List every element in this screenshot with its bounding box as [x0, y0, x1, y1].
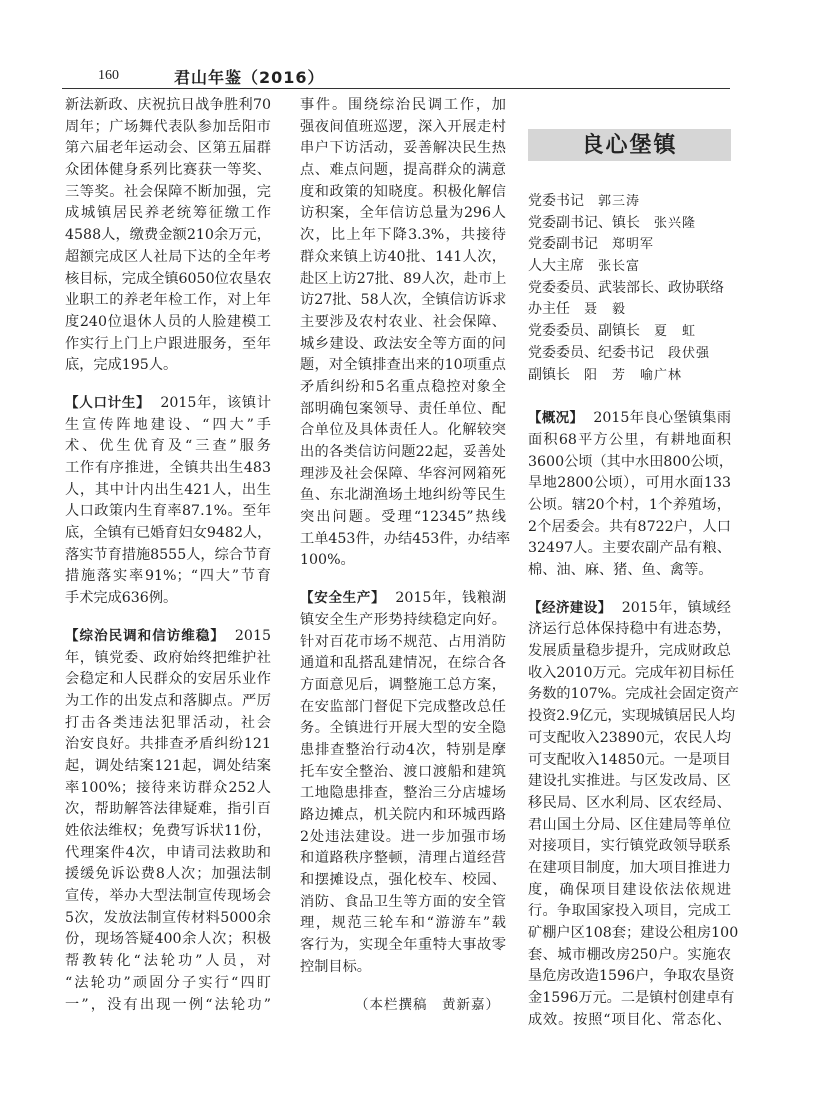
paragraph [528, 598, 739, 1032]
leader-name: 张兴隆 [654, 215, 697, 231]
line-text: 份，现场答疑400余人次；积极 [65, 931, 271, 948]
text-line [528, 619, 731, 641]
text-line [65, 588, 271, 610]
line-text: 第六届老年运动会、区第五届群 [65, 140, 271, 157]
line-text: 会稳定和人民群众的安居乐业作 [65, 671, 271, 688]
line-text: 行。争取国家投入项目，完成工 [528, 903, 731, 920]
text-line [300, 464, 506, 486]
text-line [300, 507, 506, 529]
text-line [528, 430, 731, 452]
column-3 [528, 95, 739, 1047]
text-line [528, 663, 735, 685]
leader-name: 张长富 [598, 259, 641, 275]
leader-role: 党委委员、纪委书记 [528, 344, 654, 361]
text-line [65, 436, 271, 458]
line-text: 群众来镇上访40批、141人次， [300, 248, 506, 265]
text-line [65, 458, 271, 480]
text-line [300, 913, 506, 935]
text-line [65, 799, 271, 821]
line-text: 打击各类违法犯罪活动，社会 [65, 714, 271, 731]
text-line [65, 355, 271, 377]
text-line [528, 538, 731, 560]
leader-entry [528, 256, 731, 278]
leader-entry [528, 299, 731, 321]
text-line [65, 290, 271, 312]
text-line [300, 182, 506, 204]
section-title: 良心堡镇 [528, 129, 731, 161]
text-line [300, 783, 506, 805]
section-heading: 【安全生产】 [300, 590, 386, 607]
leader-name: 郑明军 [612, 237, 655, 253]
line-text: 措施落实率91%；“四大”节育 [65, 568, 271, 585]
line-text: 核目标，完成全镇6050位农垦农 [65, 270, 272, 287]
author-credit: （本栏撰稿 黄新嘉） [355, 996, 500, 1013]
line-text: 务数的107%。完成社会固定资产 [528, 686, 739, 703]
line-text: 在安监部门督促下完成整改总任 [300, 698, 506, 715]
leader-name: 段伏强 [668, 345, 711, 361]
line-text: 落实节育措施8555人，综合节育 [65, 546, 272, 563]
text-line [528, 641, 731, 663]
line-text: 理涉及社会保障、华容河网箱死 [300, 465, 506, 482]
text-line [65, 117, 271, 139]
paragraph [300, 95, 511, 572]
text-line [528, 901, 731, 923]
line-text: 旱地2800公顷），可用水面133 [528, 475, 731, 492]
leader-entry [528, 213, 731, 235]
text-line [65, 995, 271, 1017]
text-line [300, 485, 506, 507]
line-text: 2处违法建设。进一步加强市场 [300, 828, 506, 845]
text-line [300, 805, 506, 827]
leadership-list [528, 191, 731, 408]
text-line [528, 880, 731, 902]
line-text: 度240位退休人员的人脸建模工 [65, 313, 271, 330]
text-line [300, 138, 506, 160]
text-line [300, 588, 506, 610]
line-text: 在建项目制度，加大项目推进力 [528, 859, 731, 876]
text-line [65, 312, 271, 334]
leader-role: 党委副书记、镇长 [528, 214, 640, 231]
text-line [528, 706, 736, 728]
running-header [62, 62, 730, 89]
text-line [300, 610, 506, 632]
line-text: 次，帮助解答法律疑难，指引百 [65, 801, 271, 818]
line-text: 题，对全镇排查出来的10项重点 [300, 357, 506, 374]
text-line [65, 929, 271, 951]
line-text: 度和政策的知晓度。积极化解信 [300, 183, 506, 200]
line-text: 和摆摊设点，强化校车、校园、 [300, 872, 506, 889]
line-text: 矿棚户区108套；建设公租房100 [528, 925, 739, 941]
text-line [528, 750, 731, 772]
line-text: 4588人，缴费金额210余万元， [65, 227, 271, 244]
line-text: 托车安全整治、渡口渡船和建筑 [300, 763, 506, 780]
line-text: 5次，发放法制宣传材料5000余 [65, 909, 271, 926]
leader-role: 党委书记 [528, 193, 584, 209]
text-line [300, 529, 511, 551]
text-line [65, 247, 271, 269]
leader-role: 党委副书记 [528, 236, 598, 253]
text-line [528, 988, 735, 1010]
line-text: 姓依法维权；免费写诉状11份， [65, 823, 271, 839]
line-text: 公顷。辖20个村，1个养殖场， [528, 496, 731, 513]
leader-name: 聂 毅 [584, 302, 627, 318]
line-text: 对接项目，实行镇党政领导联系 [528, 838, 731, 855]
line-text: 帮教转化“法轮功”人员，对 [65, 953, 271, 970]
line-text: 事件。围绕综治民调工作，加 [300, 97, 506, 113]
text-line [528, 408, 731, 430]
text-line [65, 713, 271, 735]
text-line [300, 203, 506, 225]
line-text: 部明确包案领导、责任单位、配 [300, 400, 506, 417]
line-text: 业职工的养老年检工作，对上年 [65, 292, 271, 309]
line-text: 工单453件，办结453件，办结率 [300, 530, 511, 547]
text-line [300, 420, 506, 442]
line-text: 年，镇党委、政府始终把维护社 [65, 649, 271, 666]
text-line [65, 734, 271, 756]
text-line [528, 598, 731, 620]
line-text: 生宣传阵地建设、“四大”手 [65, 416, 271, 433]
line-text: 作实行上门上户跟进服务，至年 [65, 335, 271, 352]
text-line [65, 203, 271, 225]
line-text: 底，完成195人。 [65, 357, 178, 374]
line-text: 鱼、东北湖渔场土地纠纷等民生 [300, 487, 506, 504]
line-text: 众团体健身系列比赛获一等奖、 [65, 162, 271, 179]
text-line [528, 495, 731, 517]
line-text: 次，比上年下降3.3%，共接待 [300, 227, 506, 244]
text-line [300, 740, 506, 762]
leader-entry [528, 278, 731, 300]
text-line [528, 815, 731, 837]
line-text: 工作有序推进，全镇共出生483 [65, 460, 271, 476]
paragraph [300, 588, 506, 978]
line-text: 面积68平方公里，有耕地面积 [528, 431, 731, 448]
text-line [300, 117, 506, 139]
line-text: 投资2.9亿元，实现城镇居民人均 [528, 708, 736, 725]
leader-entry [528, 234, 731, 256]
line-text: 患排查整治行动4次，特别是摩 [300, 741, 506, 758]
line-text: 针对百花市场不规范、占用消防 [300, 633, 506, 650]
line-text: 率100%；接待来访群众252人 [65, 779, 271, 796]
text-line [300, 290, 506, 312]
line-text: 棉、油、麻、猪、鱼、禽等。 [528, 562, 713, 578]
text-line [65, 415, 271, 437]
line-text: 度，确保项目建设依法依规进 [528, 881, 731, 898]
line-text: 一”，没有出现一例“法轮功” [65, 996, 271, 1013]
text-line [65, 821, 271, 843]
text-line [528, 728, 731, 750]
section-heading: 【综治民调和信访维稳】 [65, 627, 225, 644]
line-text: 三等奖。社会保障不断加强，完 [65, 183, 271, 200]
paragraph [65, 393, 271, 610]
text-line [528, 793, 731, 815]
text-line [65, 523, 271, 545]
text-line [528, 923, 739, 945]
line-text: 务。全镇进行开展大型的安全隐 [300, 720, 506, 737]
paragraph [528, 408, 734, 582]
text-line [65, 334, 271, 356]
page-number: 160 [98, 68, 119, 83]
text-line [65, 95, 271, 117]
section-heading: 【人口计生】 [65, 394, 151, 411]
line-text: 套、城市棚改房250户。实施农 [528, 946, 731, 963]
paragraph [65, 95, 271, 377]
text-line [300, 697, 506, 719]
text-line [300, 870, 506, 892]
line-text: 援缓免诉讼费8人次；加强法制 [65, 866, 271, 883]
text-line [528, 517, 731, 539]
line-text: 点、难点问题，提高群众的满意 [300, 162, 506, 179]
section-heading: 【概况】 [528, 410, 584, 427]
line-text: 建设扎实推进。与区发改局、区 [528, 773, 731, 790]
line-text: 术、优生优育及“三查”服务 [65, 438, 271, 455]
text-line [300, 957, 506, 979]
text-line [300, 334, 506, 356]
text-line [300, 892, 506, 914]
text-line [528, 771, 731, 793]
text-line [65, 864, 271, 886]
line-text: 通道和乱搭乱建情况，在综合各 [300, 655, 506, 672]
text-line [300, 377, 506, 399]
leader-entry [528, 365, 731, 387]
line-text: 可支配收入23890元，农民人均 [528, 729, 731, 746]
line-text: 2015年，该镇计 [160, 394, 272, 411]
line-text: 2015年，钱粮湖 [395, 590, 507, 607]
line-text: 发展质量稳步提升，完成财政总 [528, 643, 731, 660]
text-line [528, 560, 731, 582]
paragraph [65, 626, 271, 1016]
text-line [65, 160, 271, 182]
text-line [300, 935, 506, 957]
text-line [300, 225, 506, 247]
line-text: 治安良好。共排查矛盾纠纷121 [65, 736, 271, 753]
leader-role: 党委委员、副镇长 [528, 323, 640, 340]
text-line [65, 269, 271, 291]
line-text: 成城镇居民养老统筹征缴工作 [65, 205, 271, 222]
line-text: 合单位及具体责任人。化解较突 [300, 422, 506, 439]
line-text: 访27批、58人次，全镇信访诉求 [300, 292, 507, 309]
text-line [300, 95, 506, 117]
line-text: 为工作的出发点和落脚点。严厉 [65, 692, 271, 709]
line-text: 人口政策内生育率87.1%。至年 [65, 503, 271, 520]
text-line [65, 501, 271, 523]
text-line [528, 452, 734, 474]
text-line [65, 691, 271, 713]
line-text: 宣传，举办大型法制宣传现场会 [65, 888, 271, 905]
line-text: 人，其中计内出生421人，出生 [65, 481, 271, 498]
line-text: 和道路秩序整顿，清理占道经营 [300, 850, 506, 867]
line-text: 理，规范三轮车和“游游车”载 [300, 915, 506, 932]
leader-entry [528, 343, 731, 365]
text-line [528, 1010, 731, 1032]
line-text: 代理案件4次，申请司法救助和 [65, 844, 271, 861]
text-line [300, 848, 506, 870]
column-1 [65, 95, 271, 1032]
line-text: 2个居委会。共有8722户，人口 [528, 518, 731, 535]
line-text: 收入2010万元。完成年初目标任 [528, 664, 735, 681]
line-text: 镇安全生产形势持续稳定向好。 [300, 611, 506, 628]
line-text: 2015年，镇域经 [621, 599, 731, 616]
text-line [528, 858, 731, 880]
leader-name: 阳 芳 喻广林 [584, 367, 683, 383]
line-text: 消防、食品卫生等方面的安全管 [300, 893, 506, 910]
leader-role: 人大主席 [528, 258, 584, 275]
text-line [65, 566, 271, 588]
line-text: 赴区上访27批、89人次，赴市上 [300, 270, 507, 287]
text-line [65, 545, 271, 567]
leader-role: 办主任 [528, 301, 570, 318]
line-text: 矛盾纠纷和5名重点稳控对象全 [300, 378, 506, 395]
text-line [300, 269, 506, 291]
text-line [300, 675, 506, 697]
text-line [300, 653, 506, 675]
line-text: 2015年良心堡镇集雨 [593, 410, 732, 427]
text-line [300, 762, 506, 784]
text-line [300, 355, 506, 377]
text-line [300, 550, 506, 572]
line-text: 100%。 [300, 552, 355, 569]
line-text: 方面意见后，调整施工总方案， [300, 676, 506, 693]
line-text: 访积案，全年信访总量为296人 [300, 205, 506, 222]
line-text: 金1596万元。二是镇村创建卓有 [528, 990, 735, 1007]
leader-name: 夏 虹 [654, 324, 697, 340]
spacer [528, 386, 731, 408]
line-text: 强夜间值班巡逻，深入开展走村 [300, 118, 506, 135]
text-line [528, 966, 735, 988]
line-text: 32497人。主要农副产品有粮、 [528, 540, 731, 557]
text-line [300, 160, 506, 182]
line-text: 可支配收入14850元。一是项目 [528, 751, 731, 768]
line-text: 路边摊点，机关院内和环城西路 [300, 807, 506, 823]
section-heading: 【经济建设】 [528, 599, 612, 616]
line-text: 突出问题。受理“12345”热线 [300, 509, 506, 526]
line-text: 3600公顷（其中水田800公顷， [528, 453, 734, 470]
text-line [65, 182, 271, 204]
leader-entry [528, 191, 731, 213]
text-line [65, 908, 271, 930]
text-line [65, 973, 271, 995]
line-text: 串户下访活动，妥善解决民生热 [300, 140, 506, 157]
book-title: 君山年鉴（2016） [174, 68, 325, 87]
text-line [300, 312, 506, 334]
line-text: 成效。按照“项目化、常态化、 [528, 1011, 731, 1028]
text-line [65, 480, 271, 502]
text-line [528, 836, 731, 858]
line-text: 手术完成636例。 [65, 590, 178, 607]
line-text: 客行为，实现全年重特大事故零 [300, 937, 506, 954]
leader-role: 副镇长 [528, 366, 570, 383]
line-text: 工地隐患排查，整治三分店墟场 [300, 785, 506, 802]
leader-entry [528, 321, 731, 343]
line-text: 济运行总体保持稳中有进态势， [528, 621, 731, 638]
text-line [300, 442, 506, 464]
text-line [300, 632, 506, 654]
text-line [300, 827, 506, 849]
text-line [65, 886, 271, 908]
text-line [300, 247, 506, 269]
line-text: 城乡建设、政法安全等方面的问 [300, 335, 506, 352]
text-line [300, 718, 506, 740]
text-line [65, 951, 271, 973]
line-text: 出的各类信访问题22起，妥善处 [300, 444, 506, 460]
leader-name: 郭三涛 [598, 194, 641, 209]
line-text: 控制目标。 [300, 958, 371, 975]
text-line [65, 393, 271, 415]
leader-role: 党委委员、武装部长、政协联络 [528, 279, 724, 296]
text-line [65, 626, 271, 648]
text-line [65, 843, 271, 865]
line-text: 起，调处结案121起，调处结案 [65, 757, 271, 774]
text-line [300, 399, 506, 421]
line-text: 垦危房改造1596户，争取农垦资 [528, 968, 735, 985]
line-text: 新法新政、庆祝抗日战争胜利70 [65, 97, 271, 113]
text-line [65, 138, 271, 160]
line-text: 移民局、区水利局、区农经局、 [528, 794, 731, 811]
text-line [528, 473, 731, 495]
line-text: “法轮功”顽固分子实行“四盯 [65, 974, 271, 991]
line-text: 主要涉及农村农业、社会保障、 [300, 313, 506, 330]
text-line [528, 945, 731, 967]
text-line [65, 648, 271, 670]
text-line [65, 669, 271, 691]
line-text: 2015 [234, 627, 271, 644]
text-line [528, 684, 739, 706]
line-text: 超额完成区人社局下达的全年考 [65, 248, 271, 265]
text-line [65, 756, 271, 778]
line-text: 底，全镇有已婚育妇女9482人， [65, 525, 272, 542]
text-line [65, 225, 271, 247]
line-text: 周年；广场舞代表队参加岳阳市 [65, 118, 271, 135]
line-text: 君山国土分局、区住建局等单位 [528, 816, 731, 833]
text-line [65, 778, 271, 800]
column-2 [300, 95, 511, 1016]
